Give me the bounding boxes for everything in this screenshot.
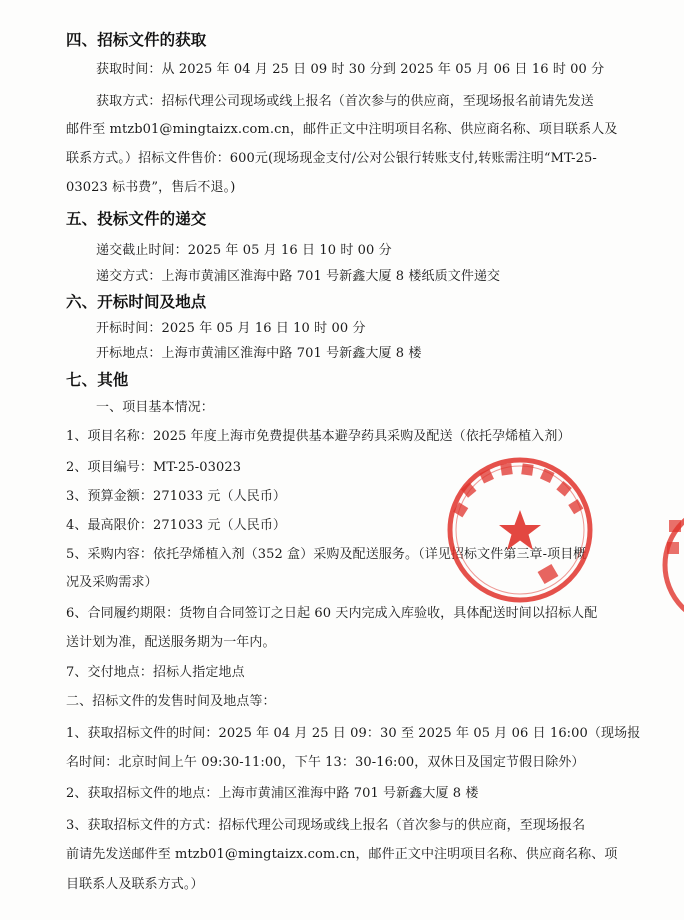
- list-item: 前请先发送邮件至 mtzb01@mingtaizx.com.cn，邮件正文中注明项目名称、供应商名称、项: [66, 847, 618, 862]
- subheading-sale-info: 二、招标文件的发售时间及地点等：: [66, 694, 276, 709]
- submit-deadline: 递交截止时间：2025 年 05 月 16 日 10 时 00 分: [96, 243, 392, 258]
- company-seal-icon: [445, 455, 595, 605]
- section-heading-4: 四、招标文件的获取: [66, 31, 207, 49]
- subheading-basic-info: 一、项目基本情况：: [96, 400, 214, 415]
- submit-method: 递交方式：上海市黄浦区淮海中路 701 号新鑫大厦 8 楼纸质文件递交: [96, 269, 501, 284]
- list-item: 送计划为准，配送服务期为一年内。: [66, 635, 276, 650]
- list-item: 5、采购内容：依托孕烯植入剂（352 盒）采购及配送服务。（详见招标文件第三章-项目概: [66, 547, 587, 562]
- acquire-time: 获取时间：从 2025 年 04 月 25 日 09 时 30 分到 2025 年 05 月 06 日 16 时 00 分: [96, 62, 605, 77]
- list-item: 4、最高限价：271033 元（人民币）: [66, 518, 287, 533]
- list-item: 目联系人及联系方式。）: [66, 877, 204, 892]
- list-item: 况及采购需求）: [66, 575, 158, 590]
- list-item: 7、交付地点：招标人指定地点: [66, 665, 245, 680]
- acquire-method-line-3: 联系方式。）招标文件售价：600元(现场现金支付/公对公银行转账支付,转账需注明“MT-25-: [66, 151, 597, 166]
- acquire-method-line-4: 03023 标书费”，售后不退。): [66, 180, 236, 195]
- acquire-method-line-2: 邮件至 mtzb01@mingtaizx.com.cn，邮件正文中注明项目名称、供应商名称、项目联系人及: [66, 122, 618, 137]
- acquire-method-line-1: 获取方式：招标代理公司现场或线上报名（首次参与的供应商，至现场报名前请先发送: [96, 94, 594, 109]
- list-item: 2、项目编号：MT-25-03023: [66, 460, 242, 475]
- list-item: 名时间：北京时间上午 09:30-11:00，下午 13：30-16:00，双休日及国定节假日除外）: [66, 755, 585, 770]
- list-item: 6、合同履约期限：货物自合同签订之日起 60 天内完成入库验收，具体配送时间以招标人配: [66, 606, 598, 621]
- opening-place: 开标地点：上海市黄浦区淮海中路 701 号新鑫大厦 8 楼: [96, 346, 422, 361]
- section-heading-5: 五、投标文件的递交: [66, 210, 207, 228]
- list-item: 1、获取招标文件的时间：2025 年 04 月 25 日 09：30 至 2025 年 05 月 06 日 16:00（现场报: [66, 726, 641, 741]
- list-item: 3、预算金额：271033 元（人民币）: [66, 489, 287, 504]
- section-heading-7: 七、其他: [66, 371, 129, 389]
- list-item: 1、项目名称：2025 年度上海市免费提供基本避孕药具采购及配送（依托孕烯植入剂）: [66, 429, 571, 444]
- partial-seal-icon: [655, 500, 684, 630]
- list-item: 3、获取招标文件的方式：招标代理公司现场或线上报名（首次参与的供应商，至现场报名: [66, 818, 586, 833]
- opening-time: 开标时间：2025 年 05 月 16 日 10 时 00 分: [96, 321, 366, 336]
- section-heading-6: 六、开标时间及地点: [66, 293, 207, 311]
- list-item: 2、获取招标文件的地点：上海市黄浦区淮海中路 701 号新鑫大厦 8 楼: [66, 786, 479, 801]
